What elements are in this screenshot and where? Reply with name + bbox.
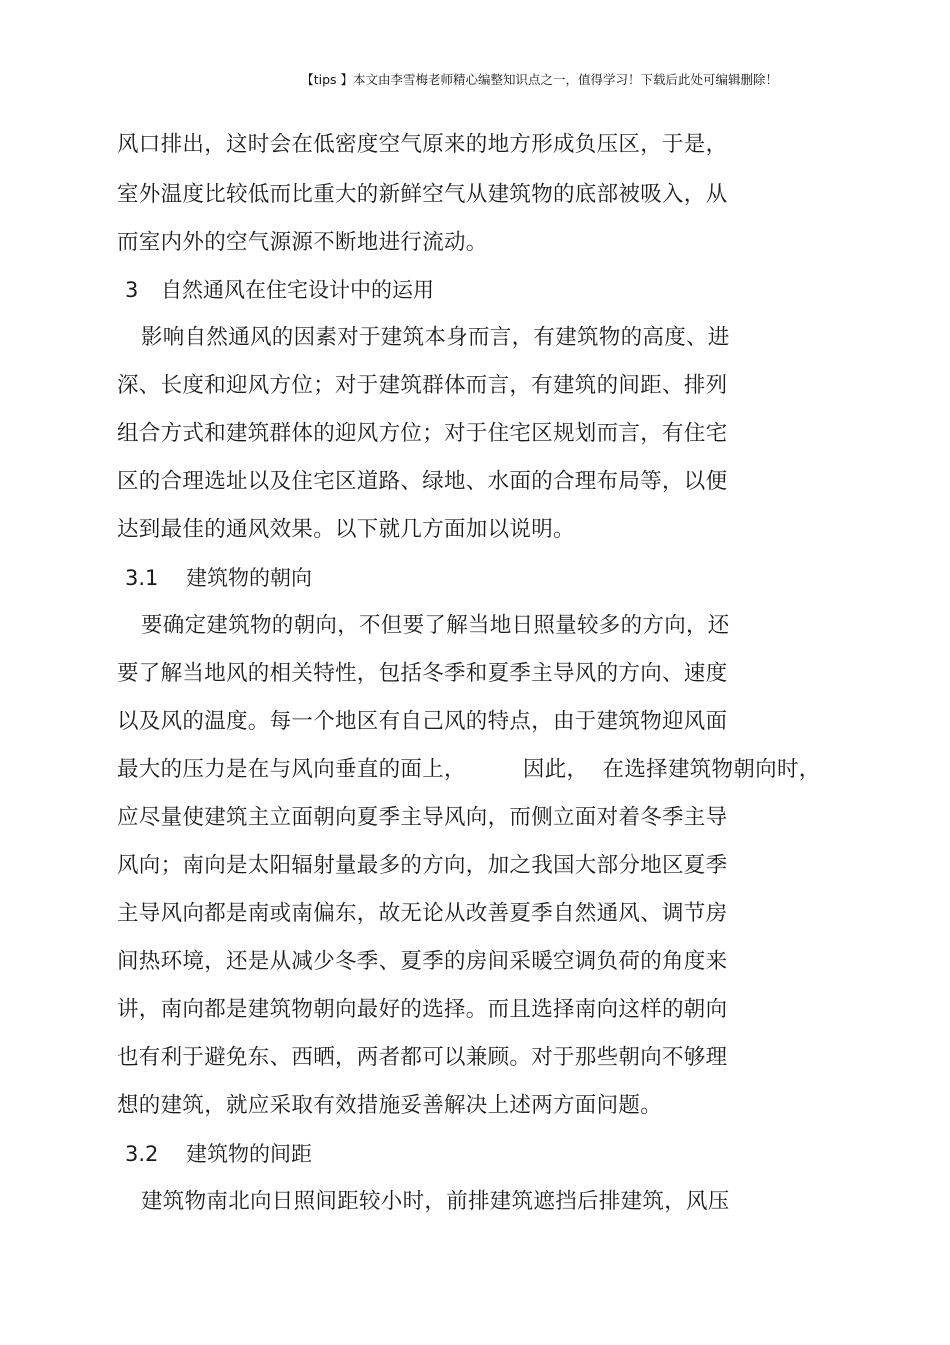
paragraph-line: 间热环境，还是从减少冬季、夏季的房间采暖空调负荷的角度来 — [117, 949, 728, 974]
paragraph-line: 最大的压力是在与风向垂直的面上， 因此， 在选择建筑物朝向时， — [117, 757, 821, 782]
paragraph-line: 讲，南向都是建筑物朝向最好的选择。而且选择南向这样的朝向 — [117, 997, 728, 1022]
paragraph-line: 风口排出，这时会在低密度空气原来的地方形成负压区，于是， — [117, 132, 728, 157]
paragraph-line: 室外温度比较低而比重大的新鲜空气从建筑物的底部被吸入，从 — [117, 182, 728, 207]
section-number: 3.1 — [125, 566, 159, 590]
section-number: 3.2 — [125, 1142, 159, 1166]
paragraph-line: 想的建筑，就应采取有效措施妥善解决上述两方面问题。 — [117, 1093, 663, 1118]
paragraph-line: 风向；南向是太阳辐射量最多的方向，加之我国大部分地区夏季 — [117, 853, 728, 878]
paragraph-line: 区的合理选址以及住宅区道路、绿地、水面的合理布局等，以便 — [117, 469, 728, 494]
paragraph-line: 也有利于避免东、西晒，两者都可以兼顾。对于那些朝向不够理 — [117, 1045, 728, 1070]
paragraph-line: 建筑物南北向日照间距较小时，前排建筑遮挡后排建筑，风压 — [141, 1189, 730, 1214]
section-title: 自然通风在住宅设计中的运用 — [161, 278, 434, 302]
paragraph-line: 主导风向都是南或南偏东，故无论从改善夏季自然通风、调节房 — [117, 901, 728, 926]
paragraph-line: 影响自然通风的因素对于建筑本身而言，有建筑物的高度、进 — [141, 325, 730, 350]
paragraph-line: 应尽量使建筑主立面朝向夏季主导风向，而侧立面对着冬季主导 — [117, 805, 728, 830]
paragraph-line: 要了解当地风的相关特性，包括冬季和夏季主导风的方向、速度 — [117, 661, 728, 686]
paragraph-line: 而室内外的空气源源不断地进行流动。 — [117, 230, 488, 255]
paragraph-line: 达到最佳的通风效果。以下就几方面加以说明。 — [117, 517, 575, 542]
paragraph-line: 组合方式和建筑群体的迎风方位；对于住宅区规划而言，有住宅 — [117, 421, 728, 446]
section-title: 建筑物的朝向 — [186, 566, 312, 590]
section-title: 建筑物的间距 — [186, 1142, 312, 1166]
tips-header: 【tips 】本文由李雪梅老师精心编整知识点之一，值得学习！下载后此处可编辑删除！ — [301, 72, 778, 87]
section-number: 3 — [125, 278, 139, 302]
paragraph-line: 以及风的温度。每一个地区有自己风的特点，由于建筑物迎风面 — [117, 709, 728, 734]
paragraph-line: 要确定建筑物的朝向，不但要了解当地日照量较多的方向，还 — [141, 613, 730, 638]
paragraph-line: 深、长度和迎风方位；对于建筑群体而言，有建筑的间距、排列 — [117, 373, 728, 398]
